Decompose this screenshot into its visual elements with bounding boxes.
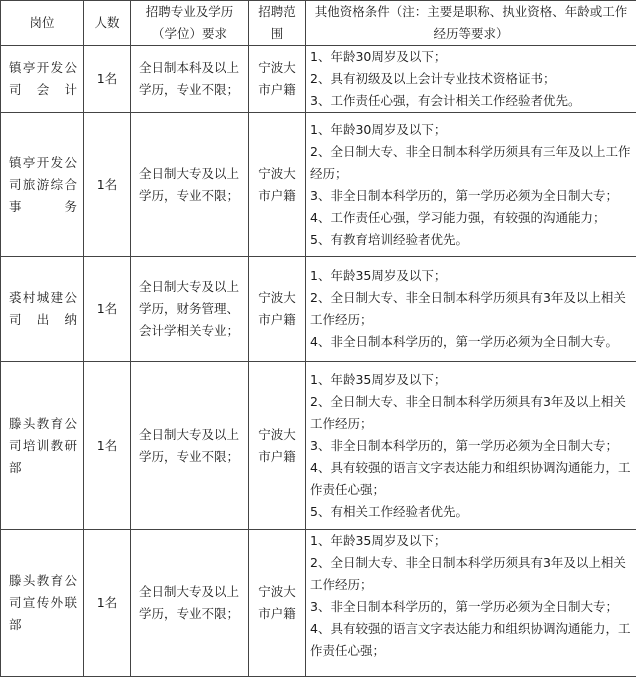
education-cell: 全日制本科及以上学历，专业不限；	[131, 46, 249, 113]
scope-cell: 宁波大市户籍	[249, 530, 306, 677]
position-cell: 滕头教育公司培训教研部	[1, 362, 84, 530]
condition-item: 3、非全日制本科学历的，第一学历必须为全日制大专；	[310, 185, 633, 207]
table-row	[1, 257, 636, 362]
condition-item: 5、有教育培训经验者优先。	[310, 229, 633, 251]
position-cell: 裘村城建公司出纳	[1, 257, 84, 362]
condition-item: 2、全日制大专、非全日制本科学历须具有3年及以上相关工作经历；	[310, 552, 633, 596]
education-cell: 全日制大专及以上学历，专业不限；	[131, 530, 249, 677]
condition-item: 1、年龄35周岁及以下；	[310, 265, 633, 287]
condition-item: 2、全日制大专、非全日制本科学历须具有3年及以上相关工作经历；	[310, 391, 633, 435]
condition-item: 5、有相关工作经验者优先。	[310, 501, 633, 523]
condition-item: 4、具有较强的语言文字表达能力和组织协调沟通能力，工作责任心强；	[310, 457, 633, 501]
condition-item: 4、非全日制本科学历的，第一学历必须为全日制大专。	[310, 331, 633, 353]
condition-item: 2、全日制大专、非全日制本科学历须具有三年及以上工作经历；	[310, 141, 633, 185]
conditions-cell	[306, 46, 636, 113]
table-row	[1, 113, 636, 257]
education-cell: 全日制大专及以上学历，财务管理、会计学相关专业；	[131, 257, 249, 362]
count-cell: 1名	[84, 362, 131, 530]
count-cell: 1名	[84, 530, 131, 677]
condition-item: 1、年龄30周岁及以下；	[310, 46, 633, 68]
header-count: 人数	[84, 1, 131, 46]
count-cell: 1名	[84, 46, 131, 113]
condition-item: 3、非全日制本科学历的，第一学历必须为全日制大专；	[310, 596, 633, 618]
scope-cell: 宁波大市户籍	[249, 113, 306, 257]
header-scope: 招聘范围	[249, 1, 306, 46]
condition-item: 1、年龄30周岁及以下；	[310, 119, 633, 141]
condition-item: 1、年龄35周岁及以下；	[310, 530, 633, 552]
table-row	[1, 362, 636, 530]
header-position: 岗位	[1, 1, 84, 46]
position-cell: 镇亭开发公司会计	[1, 46, 84, 113]
education-cell: 全日制大专及以上学历，专业不限；	[131, 113, 249, 257]
condition-item: 2、具有初级及以上会计专业技术资格证书；	[310, 68, 633, 90]
conditions-cell	[306, 113, 636, 257]
conditions-cell	[306, 257, 636, 362]
scope-cell: 宁波大市户籍	[249, 46, 306, 113]
position-cell: 镇亭开发公司旅游综合事务	[1, 113, 84, 257]
condition-item: 2、全日制大专、非全日制本科学历须具有3年及以上相关工作经历；	[310, 287, 633, 331]
count-cell: 1名	[84, 113, 131, 257]
count-cell: 1名	[84, 257, 131, 362]
scope-cell: 宁波大市户籍	[249, 257, 306, 362]
header-other-conditions: 其他资格条件（注：主要是职称、执业资格、年龄或工作经历等要求）	[306, 1, 636, 46]
condition-item: 4、工作责任心强，学习能力强，有较强的沟通能力；	[310, 207, 633, 229]
position-cell: 滕头教育公司宣传外联部	[1, 530, 84, 677]
education-cell: 全日制大专及以上学历，专业不限；	[131, 362, 249, 530]
table-row	[1, 530, 636, 677]
header-education: 招聘专业及学历（学位）要求	[131, 1, 249, 46]
condition-item: 3、工作责任心强，有会计相关工作经验者优先。	[310, 90, 633, 112]
header-row	[1, 1, 636, 46]
scope-cell: 宁波大市户籍	[249, 362, 306, 530]
conditions-cell	[306, 530, 636, 677]
condition-item: 3、非全日制本科学历的，第一学历必须为全日制大专；	[310, 435, 633, 457]
conditions-cell	[306, 362, 636, 530]
condition-item: 4、具有较强的语言文字表达能力和组织协调沟通能力，工作责任心强；	[310, 618, 633, 662]
condition-item: 1、年龄35周岁及以下；	[310, 369, 633, 391]
table-row	[1, 46, 636, 113]
